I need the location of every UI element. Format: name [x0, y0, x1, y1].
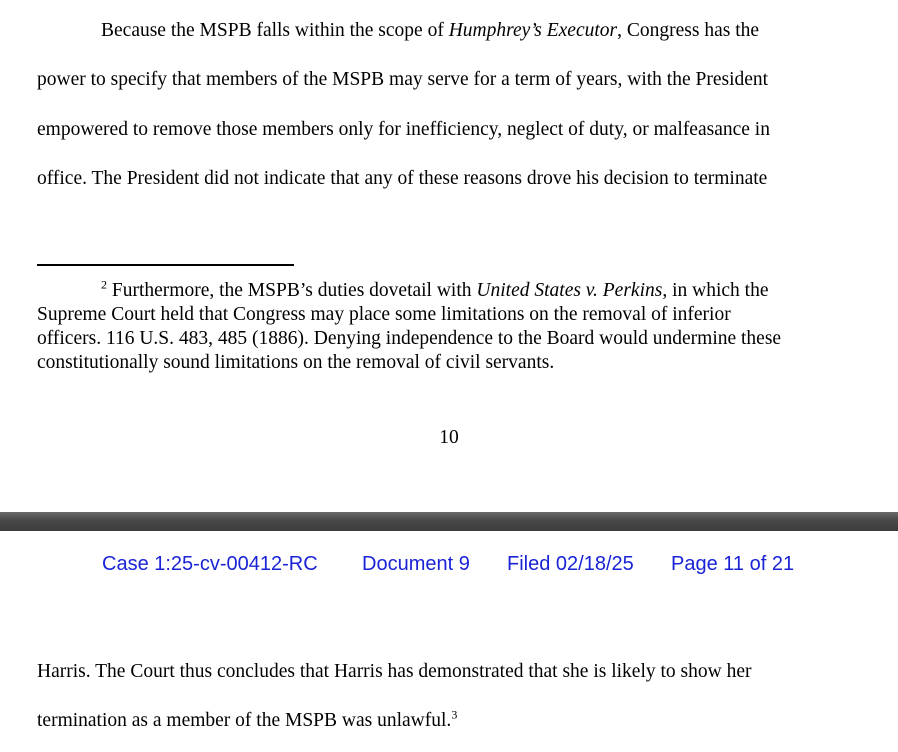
page-divider [0, 512, 898, 531]
paragraph-line: office. The President did not indicate that any of these reasons drove his decision to terminate [37, 168, 768, 189]
footnote-line: officers. 116 U.S. 483, 485 (1886). Denying independence to the Board would undermine these [37, 328, 782, 349]
line-text: , in which the [662, 280, 769, 301]
paragraph-line [37, 709, 457, 733]
paragraph-line: Harris. The Court thus concludes that Harris has demonstrated that she is likely to show her [37, 661, 752, 682]
document-number: Document 9 [362, 553, 470, 575]
footnote-line: constitutionally sound limitations on the removal of civil servants. [37, 352, 555, 373]
line-text: termination as a member of the MSPB was unlawful. [37, 710, 452, 731]
page-number: 10 [439, 427, 459, 448]
footnote-line: Supreme Court held that Congress may place some limitations on the removal of inferior [37, 304, 731, 325]
line-text: Because the MSPB falls within the scope of [101, 20, 449, 41]
footnote-marker: 2 [101, 277, 107, 292]
paragraph-line: power to specify that members of the MSPB may serve for a term of years, with the President [37, 69, 769, 90]
line-text: , Congress has the [617, 20, 760, 41]
footnote-marker: 3 [451, 707, 458, 722]
footnote-line [101, 279, 769, 303]
paragraph-line [101, 19, 759, 43]
paragraph-line: empowered to remove those members only for inefficiency, neglect of duty, or malfeasance in [37, 119, 770, 140]
page-count: Page 11 of 21 [671, 553, 795, 575]
line-text: Furthermore, the MSPB’s duties dovetail with [107, 280, 477, 301]
case-name: Humphrey’s Executor [448, 20, 618, 41]
footnote-separator [37, 264, 294, 266]
case-number: Case 1:25-cv-00412-RC [102, 553, 318, 575]
case-name: United States v. Perkins [476, 280, 663, 301]
filed-date: Filed 02/18/25 [507, 553, 634, 575]
